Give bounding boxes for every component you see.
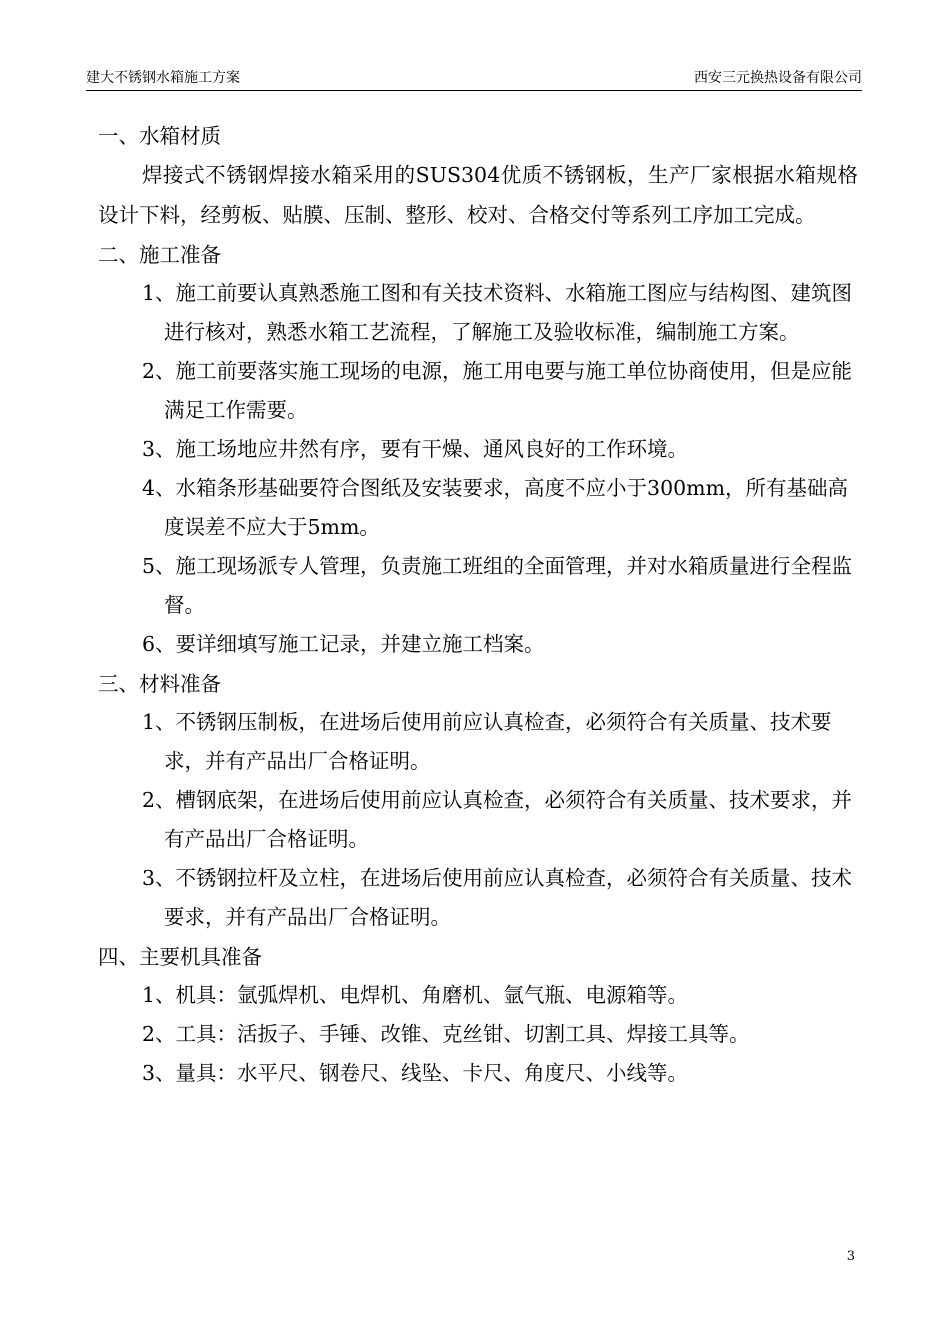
section-title: 二、施工准备 bbox=[98, 243, 221, 267]
section-paragraph: 焊接式不锈钢焊接水箱采用的SUS304优质不锈钢板，生产厂家根据水箱规格设计下料，经剪板、贴膜、压制、整形、校对、合格交付等系列工序加工完成。 bbox=[98, 163, 858, 227]
page-header bbox=[86, 70, 862, 91]
list-item: 1、施工前要认真熟悉施工图和有关技术资料、水箱施工图应与结构图、建筑图进行核对，熟悉水箱工艺流程，了解施工及验收标准，编制施工方案。 bbox=[142, 281, 853, 344]
section-water-tank-material bbox=[98, 117, 858, 235]
list-item: 2、施工前要落实施工现场的电源，施工用电要与施工单位协商使用，但是应能满足工作需要。 bbox=[142, 359, 853, 422]
section-equipment-preparation bbox=[98, 938, 858, 1093]
list-item: 2、工具：活扳子、手锤、改锥、克丝钳、切割工具、焊接工具等。 bbox=[142, 1022, 750, 1046]
document-body bbox=[98, 116, 858, 1093]
list-item: 4、水箱条形基础要符合图纸及安装要求，高度不应小于300mm，所有基础高度误差不应大于5mm。 bbox=[142, 476, 849, 539]
list-item: 2、槽钢底架，在进场后使用前应认真检查，必须符合有关质量、技术要求，并有产品出厂合格证明。 bbox=[142, 788, 853, 851]
page-number: 3 bbox=[846, 1249, 855, 1264]
list-item: 3、不锈钢拉杆及立柱，在进场后使用前应认真检查，必须符合有关质量、技术要求，并有产品出厂合格证明。 bbox=[142, 866, 853, 929]
section-construction-preparation bbox=[98, 236, 858, 664]
section-material-preparation bbox=[98, 665, 858, 937]
list-item: 5、施工现场派专人管理，负责施工班组的全面管理，并对水箱质量进行全程监督。 bbox=[142, 554, 853, 617]
list-item: 1、机具：氩弧焊机、电焊机、角磨机、氩气瓶、电源箱等。 bbox=[142, 983, 689, 1007]
section-title: 四、主要机具准备 bbox=[98, 945, 262, 969]
section-title: 一、水箱材质 bbox=[98, 124, 221, 148]
list-item: 1、不锈钢压制板，在进场后使用前应认真检查，必须符合有关质量、技术要求，并有产品出厂合格证明。 bbox=[142, 710, 832, 773]
header-company-name: 西安三元换热设备有限公司 bbox=[694, 70, 862, 86]
list-item: 6、要详细填写施工记录，并建立施工档案。 bbox=[142, 632, 545, 656]
section-title: 三、材料准备 bbox=[98, 672, 221, 696]
list-item: 3、施工场地应井然有序，要有干燥、通风良好的工作环境。 bbox=[142, 437, 689, 461]
header-document-title: 建大不锈钢水箱施工方案 bbox=[86, 70, 240, 86]
list-item: 3、量具：水平尺、钢卷尺、线坠、卡尺、角度尺、小线等。 bbox=[142, 1061, 689, 1085]
